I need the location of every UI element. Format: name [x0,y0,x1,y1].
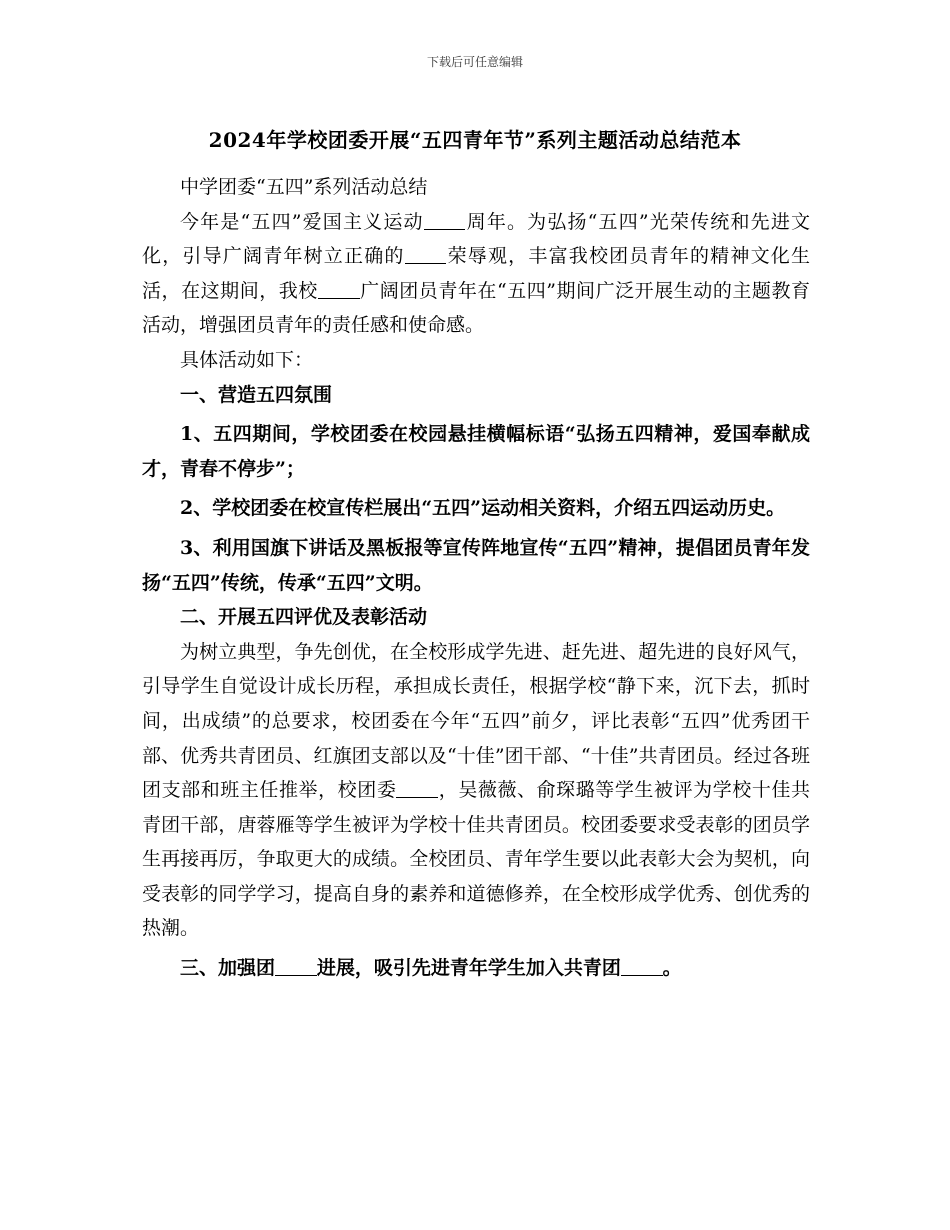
blank-line [621,956,663,976]
section2-text-b: ，吴薇薇、俞琛璐等学生被评为学校十佳共青团干部，唐蓉雁等学生被评为学校十佳共青团员。校团委要求受表彰的团员学生再接再厉，争取更大的成绩。全校团员、青年学生要以此表彰大会为契机，向受表彰的同学学习，提高自身的素养和道德修养，在全校形成学优秀、创优秀的热潮。 [142,779,810,940]
section3-text-a: 三、加强团 [180,957,276,980]
section1-item-1: 1、五四期间，学校团委在校园悬挂横幅标语“弘扬五四精神，爱国奉献成才，青春不停步”； [142,423,810,480]
blank-line [318,279,360,299]
blank-line [405,244,447,264]
section1-item-2: 2、学校团委在校宣传栏展出“五四”运动相关资料，介绍五四运动历史。 [180,497,786,520]
section3-heading [142,951,810,986]
intro-text-c: 荣辱观，丰富我校团员青年的精神文化生活，在这期间，我校 [142,245,810,302]
section3-text-b: 进展，吸引先进青年学生加入共青团 [316,957,621,980]
intro-paragraph [142,205,810,343]
section2-paragraph [142,635,810,946]
section1-item-3: 3、利用国旗下讲话及黑板报等宣传阵地宣传“五四”精神，提倡团员青年发扬“五四”传统，传承“五四”文明。 [142,536,810,594]
intro-text-b: 周年。为弘扬“五四”光荣传统和先进文化，引导广阔青年树立正确的 [142,210,810,268]
document-title: 2024年学校团委开展“五四青年节”系列主题活动总结范本 [208,128,742,152]
section3-text-c: 。 [662,957,682,980]
activities-intro: 具体活动如下： [180,348,314,371]
section2-heading: 二、开展五四评优及表彰活动 [180,606,428,629]
intro-text-d: 广阔团员青年在“五四”期间广泛开展生动的主题教育活动，增强团员青年的责任感和使命感。 [142,279,810,337]
intro-text-a: 今年是“五四”爱国主义运动 [180,210,424,233]
blank-line [396,778,438,798]
page-header: 下载后可任意编辑 [426,55,523,69]
blank-line [424,210,466,230]
section1-heading: 一、营造五四氛围 [180,383,333,406]
section2-text-a: 为树立典型，争先创优，在全校形成学先进、赶先进、超先进的良好风气，引导学生自觉设计成长历程，承担成长责任，根据学校“静下来，沉下去，抓时间，出成绩”的总要求，校团委在今年“五四”前夕，评比表彰“五四”优秀团干部、优秀共青团员、红旗团支部以及“十佳”团干部、“十佳”共青团员。经过各班团支部和班主任推举，校团委 [142,640,810,802]
blank-line [275,956,317,976]
subtitle: 中学团委“五四”系列活动总结 [180,176,428,198]
document-body [142,170,810,986]
